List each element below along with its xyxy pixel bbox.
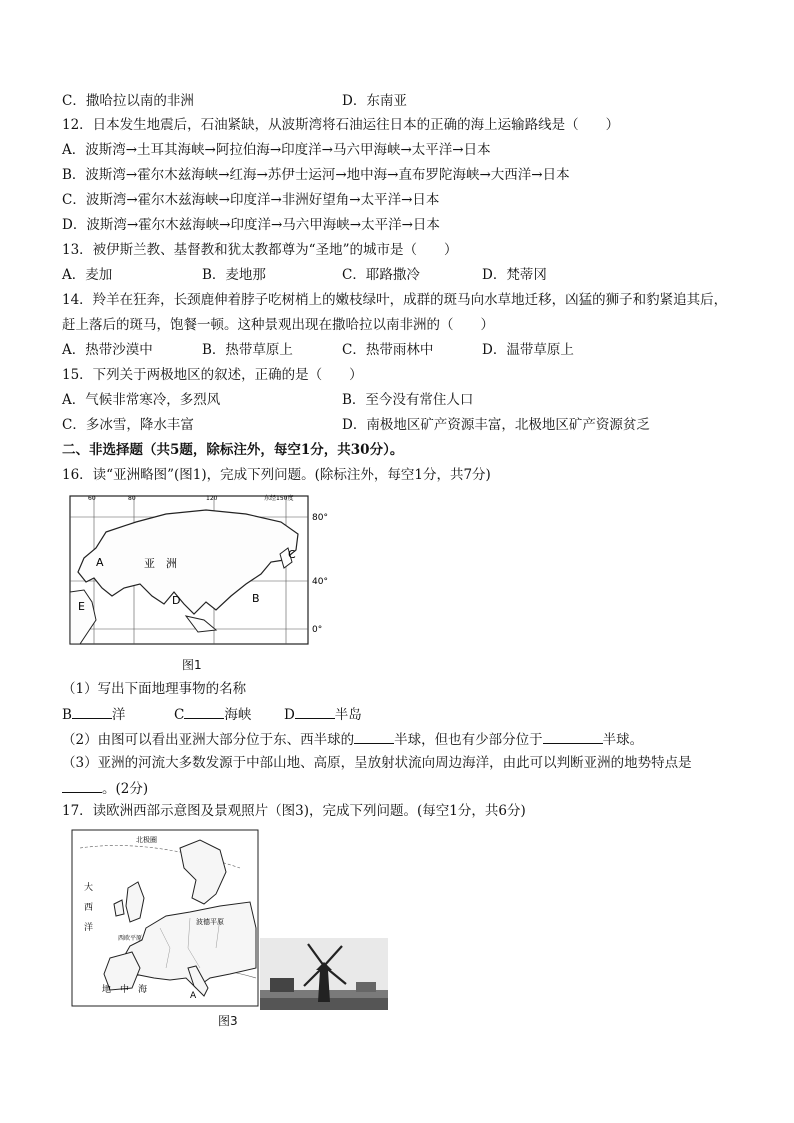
q16-sub2-part1: （2）由图可以看出亚洲大部分位于东、西半球的 [62,732,355,748]
arctic-label: 北极圈 [136,836,157,844]
asia-label: 亚 洲 [144,557,177,570]
q12-stem: 12．日本发生地震后，石油紧缺，从波斯湾将石油运往日本的正确的海上运输路线是（ ） [62,117,620,133]
q16-sub2-part3: 半球。 [602,732,644,748]
label-c: C [288,548,296,561]
baltic-plain-label: 波德平原 [196,918,224,926]
q16-sub1-answers [62,704,362,724]
b-suffix: 洋 [111,707,126,723]
q12-option-c: C．波斯湾→霍尔木兹海峡→印度洋→非洲好望角→太平洋→日本 [62,192,440,208]
q15-option-c: C．多冰雪，降水丰富 [62,417,194,433]
mediterranean-label: 地 中 海 [102,985,148,995]
b-prefix: B [62,707,72,723]
q17-stem: 17．读欧洲西部示意图及景观照片（图3)，完成下列问题。(每空1分，共6分) [62,803,526,819]
q14-option-c: C．热带雨林中 [342,342,434,358]
lat-0-label: 0° [312,625,323,635]
windmill-photo [260,938,388,1010]
q12-option-a: A．波斯湾→土耳其海峡→阿拉伯海→印度洋→马六甲海峡→太平洋→日本 [62,142,491,158]
section-2-title: 二、非选择题（共5题，除标注外，每空1分，共30分）。 [62,442,404,458]
q14-option-d: D．温带草原上 [482,342,574,358]
q16-sub3-line1: （3）亚洲的河流大多数发源于中部山地、高原，呈放射状流向周边海洋，由此可以判断亚洲的地势特点是 [62,755,692,771]
west-plain-label: 西欧平原 [118,935,143,942]
q16-sub2 [62,729,643,749]
q13-option-c: C．耶路撒冷 [342,267,420,283]
europe-map-figure [70,828,260,1008]
q16-sub2-part2: 半球，但也有少部分位于 [394,732,543,748]
q13-option-b: B．麦地那 [202,267,266,283]
q11-option-c: C．撒哈拉以南的非洲 [62,93,194,109]
b-ocean-blank[interactable] [72,704,112,719]
d-prefix: D [283,707,295,723]
q14-option-a: A．热带沙漠中 [62,342,153,358]
atlantic-label-1: 大 [84,883,94,893]
q16-sub3-line2 [62,778,148,798]
tick-120: 120 [206,495,218,502]
c-prefix: C [174,707,185,723]
q15-stem: 15．下列关于两极地区的叙述，正确的是（ ） [62,367,363,383]
c-suffix: 海峡 [224,707,252,723]
lat-80-label: 80° [312,513,328,523]
q13-option-a: A．麦加 [62,267,113,283]
q11-option-d: D．东南亚 [342,93,407,109]
atlantic-label-3: 洋 [84,923,94,933]
q13-stem: 13．被伊斯兰教、基督教和犹太教都尊为“圣地”的城市是（ ） [62,242,458,258]
figure-3-caption: 图3 [218,1014,238,1028]
q14-option-b: B．热带草原上 [202,342,293,358]
q15-option-d: D．南极地区矿产资源丰富，北极地区矿产资源贫乏 [342,417,650,433]
hemisphere-blank-1[interactable] [354,729,394,744]
d-peninsula-blank[interactable] [295,704,335,719]
tick-80: 80 [128,495,136,502]
tick-150: 东经150度 [264,495,294,502]
asia-map-figure [66,492,336,652]
q15-option-a: A．气候非常寒冷，多烈风 [62,392,221,408]
d-suffix: 半岛 [334,707,362,723]
q12-option-d: D．波斯湾→霍尔木兹海峡→印度洋→马六甲海峡→太平洋→日本 [62,217,440,233]
q14-stem-line1: 14．羚羊在狂奔，长颈鹿伸着脖子吃树梢上的嫩枝绿叶，成群的斑马向水草地迁移，凶猛的狮子和豹紧追其后， [62,292,728,308]
label-d: D [172,594,181,607]
q15-option-b: B．至今没有常住人口 [342,392,474,408]
q16-sub1: （1）写出下面地理事物的名称 [62,681,247,697]
q12-option-b: B．波斯湾→霍尔木兹海峡→红海→苏伊士运河→地中海→直布罗陀海峡→大西洋→日本 [62,167,570,183]
label-b: B [252,592,260,605]
lat-40-label: 40° [312,577,328,587]
tick-60: 60 [88,495,96,502]
q16-stem: 16．读“亚洲略图”(图1)，完成下列问题。(除标注外，每空1分，共7分) [62,467,491,483]
label-a-europe: A [190,991,197,1001]
figure-1-caption: 图1 [182,658,202,672]
hemisphere-blank-2[interactable] [543,729,603,744]
q16-sub3-suffix: 。(2分) [102,781,149,797]
terrain-blank[interactable] [62,778,102,793]
atlantic-label-2: 西 [84,903,94,913]
q14-stem-line2: 赶上落后的斑马，饱餐一顿。这种景观出现在撒哈拉以南非洲的（ ） [62,317,494,333]
label-a: A [96,556,104,569]
q13-option-d: D．梵蒂冈 [482,267,547,283]
c-strait-blank[interactable] [184,704,224,719]
label-e: E [78,600,85,613]
